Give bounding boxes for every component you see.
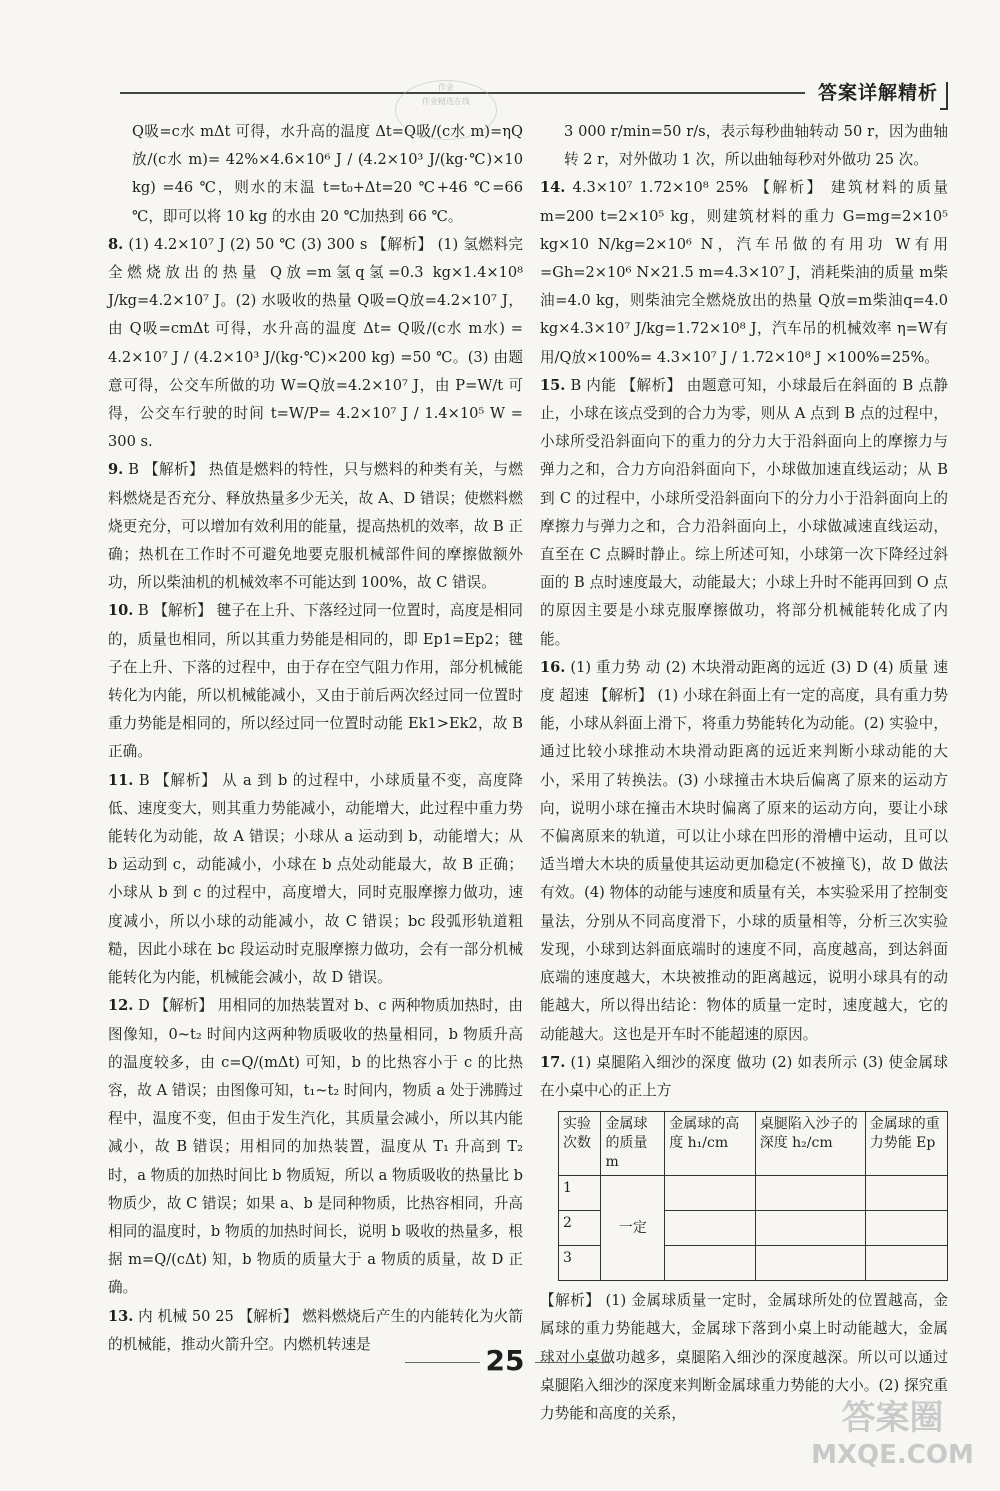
answer-text: B 【解析】 从 a 到 b 的过程中，小球质量不变，高度降低、速度变大，则其重力势能减小，动能增大，此过程中重力势能转化为动能，故 A 错误；小球从 a 运动到 b，动能增大；从 b 运动到 c，动能减小，小球在 b 点处动能最大，故 B 正确；小球从 b 到 c 的过程中，高度增大，同时克服摩擦力做功，速度减小，所以小球的动能减小，故 C 错误；bc 段弧形轨道粗糙，因此小球在 bc 段运动时克服摩擦力做功，会有一部分机械能转化为内能，机械能会减小，故 D 错误。 — [108, 771, 523, 987]
answer-item-8 — [108, 231, 523, 457]
table-cell: 3 — [559, 1246, 601, 1281]
stamp-line-1: 作业 — [438, 83, 454, 92]
header-bracket — [940, 82, 948, 110]
table-header-row — [559, 1112, 948, 1176]
table-cell — [755, 1211, 865, 1246]
header-title: 答案详解精析 — [817, 82, 938, 104]
table-header: 金属球的高度 h₁/cm — [665, 1112, 756, 1176]
answer-continuation-right — [540, 118, 948, 174]
table-cell-mass: 一定 — [601, 1176, 665, 1281]
left-column — [108, 118, 523, 1359]
page-header — [120, 78, 950, 108]
answer-number: 16. — [540, 658, 566, 676]
table-cell — [665, 1211, 756, 1246]
table-cell — [865, 1176, 947, 1211]
answer-number: 9. — [108, 461, 124, 479]
stamp-line-2: 作业精选在线 — [422, 97, 470, 106]
answer-number: 13. — [108, 1307, 134, 1325]
answer-text: (1) 重力势 动 (2) 木块滑动距离的远近 (3) D (4) 质量 速度 超速 【解析】 (1) 小球在斜面上有一定的高度，具有重力势能，小球从斜面上滑下，将重力势能转化为动能。(2) 实验中，通过比较小球推动木块滑动距离的远近来判断小球动能的大小，采用了转换法。(3) 小球撞击木块后偏离了原来的运动方向，说明小球在撞击木块时偏离了原来的运动方向，要让小球不偏离原来的轨道，可以让小球在凹形的滑槽中运动，且可以适当增大木块的质量使其运动更加稳定(不被撞飞)，故 D 做法有效。(4) 物体的动能与速度和质量有关，本实验采用了控制变量法，分别从不同高度滑下，小球的质量相等，分析三次实验发现，小球到达斜面底端时的速度不同，高度越高，到达斜面底端的速度越大，木块被推动的距离越远，说明小球具有的动能越大，所以得出结论：物体的质量一定时，速度越大，它的动能越大。这也是开车时不能超速的原因。 — [540, 658, 948, 1043]
table-header: 实验次数 — [559, 1112, 601, 1176]
table-header: 金属球的重力势能 Ep — [865, 1112, 947, 1176]
answer-text: Q吸=c水 mΔt 可得，水升高的温度 Δt=Q吸/(c水 m)=ηQ放/(c水 m)= 42%×4.6×10⁶ J / (4.2×10³ J/(kg·℃)×10 kg) =46 ℃，则水的末温 t=t₀+Δt=20 ℃+46 ℃=66 ℃，即可以将 10 kg 的水由 20 ℃加热到 66 ℃。 — [132, 123, 523, 225]
table-cell — [665, 1246, 756, 1281]
answer-number: 10. — [108, 602, 134, 620]
answer-continuation-left — [108, 118, 523, 231]
footer-rule-left — [405, 1362, 480, 1363]
answer-number: 15. — [540, 376, 566, 394]
answer-item-12 — [108, 992, 523, 1302]
answer-text: 4.3×10⁷ 1.72×10⁸ 25% 【解析】 建筑材料的质量 m=200 t=2×10⁵ kg，则建筑材料的重力 G=mg=2×10⁵ kg×10 N/kg=2×10⁶ N，汽车吊做的有用功 W有用=Gh=2×10⁶ N×21.5 m=4.3×10⁷ J，消耗柴油的质量 m柴油=4.0 kg，则柴油完全燃烧放出的热量 Q放=m柴油q=4.0 kg×4.3×10⁷ J/kg=1.72×10⁸ J，汽车吊的机械效率 η=W有用/Q放×100%= 4.3×10⁷ J / 1.72×10⁸ J ×100%=25%。 — [540, 179, 948, 366]
table-cell — [755, 1176, 865, 1211]
page-footer — [0, 1342, 1000, 1382]
answer-text: 【解析】 (1) 金属球质量一定时，金属球所处的位置越高，金属球的重力势能越大，金属球下落到小桌上时动能越大，金属球对小桌做功越多，桌腿陷入细沙的深度越深。所以可以通过桌腿陷入细沙的深度来判断金属球重力势能的大小。(2) 探究重力势能和高度的关系， — [540, 1292, 948, 1422]
table-cell: 1 — [559, 1176, 601, 1211]
answer-number: 8. — [108, 235, 124, 253]
table-cell — [665, 1176, 756, 1211]
answer-number: 14. — [540, 179, 566, 197]
answer-item-17 — [540, 1049, 948, 1105]
answer-text: D 【解析】 用相同的加热装置对 b、c 两种物质加热时，由图像知，0~t₂ 时间内这两种物质吸收的热量相同，b 物质升高的温度较多，由 c=Q/(mΔt) 可知，b 的比热容小于 c 的比热容，故 A 错误；由图像可知，t₁~t₂ 时间内，物质 a 处于沸腾过程中，温度不变，但由于发生汽化，其质量会减小，所以其内能减小，故 B 错误；用相同的加热装置，温度从 T₁ 升高到 T₂ 时，a 物质的加热时间比 b 物质短，所以 a 物质吸收的热量比 b 物质少，故 C 错误；如果 a、b 是同种物质，比热容相同，升高相同的温度时，b 物质的加热时间长，说明 b 吸收的热量多，根据 m=Q/(cΔt) 知，b 物质的质量大于 a 物质的质量，故 D 正确。 — [108, 997, 524, 1297]
answer-item-15 — [540, 372, 948, 654]
watermark-line-1: 答案圈 — [841, 1398, 944, 1438]
answer-number: 12. — [108, 997, 134, 1015]
answer-text: (1) 4.2×10⁷ J (2) 50 ℃ (3) 300 s 【解析】 (1) 氢燃料完全燃烧放出的热量 Q放=m氢q氢=0.3 kg×1.4×10⁸ J/kg=4.2×10⁷ J。(2) 水吸收的热量 Q吸=Q放=4.2×10⁷ J，由 Q吸=cmΔt 可得，水升高的温度 Δt= Q吸/(c水 m水) = 4.2×10⁷ J / (4.2×10³ J/(kg·℃)×200 kg) =50 ℃。(3) 由题意可得，公交车所做的功 W=Q放=4.2×10⁷ J，由 P=W/t 可得，公交车行驶的时间 t=W/P= 4.2×10⁷ J / 1.4×10⁵ W = 300 s. — [108, 235, 523, 451]
answer-item-11 — [108, 767, 523, 993]
answer-number: 11. — [108, 771, 134, 789]
answer-text: 内 机械 50 25 【解析】 燃料燃烧后产生的内能转化为火箭的机械能，推动火箭升空。内燃机转速是 — [108, 1307, 524, 1353]
answer-text: B 内能 【解析】 由题意可知，小球最后在斜面的 B 点静止，小球在该点受到的合力为零，则从 A 点到 B 点的过程中，小球所受沿斜面向下的重力的分力大于沿斜面向上的摩擦力与弹力之和，合力方向沿斜面向下，小球做加速直线运动；从 B 到 C 的过程中，小球所受沿斜面向下的分力小于沿斜面向上的摩擦力与弹力之和，合力沿斜面向上，小球做减速直线运动，直至在 C 点瞬时静止。综上所述可知，小球第一次下降经过斜面的 B 点时速度最大，动能最大；小球上升时不能再回到 O 点的原因主要是小球克服摩擦做功，将部分机械能转化成了内能。 — [540, 376, 948, 648]
answer-text: 3 000 r/min=50 r/s，表示每秒曲轴转动 50 r，因为曲轴转 2 r，对外做功 1 次，所以曲轴每秒对外做功 25 次。 — [564, 123, 948, 169]
answer-text: B 【解析】 热值是燃料的特性，只与燃料的种类有关，与燃料燃烧是否充分、释放热量多少无关，故 A、D 错误；使燃料燃烧更充分，可以增加有效利用的能量，提高热机的效率，故 B 正确；热机在工作时不可避免地要克服机械部件间的摩擦做额外功，所以柴油机的机械效率不可能达到 100%，故 C 错误。 — [108, 461, 523, 592]
table-cell — [865, 1211, 947, 1246]
answer-item-9 — [108, 456, 523, 597]
answer-item-14 — [540, 174, 948, 371]
answer-text: B 【解析】 毽子在上升、下落经过同一位置时，高度是相同的，质量也相同，所以其重力势能是相同的，即 Ep1=Ep2；毽子在上升、下落的过程中，由于存在空气阻力作用，部分机械能转化为内能，所以机械能减小，又由于前后两次经过同一位置时重力势能是相同的，所以经过同一位置时动能 Ek1>Ek2，故 B 正确。 — [108, 602, 524, 761]
answer-item-16 — [540, 654, 948, 1049]
watermark-logo — [800, 1395, 985, 1469]
table-cell: 2 — [559, 1211, 601, 1246]
experiment-table — [558, 1111, 948, 1281]
table-header: 金属球的质量 m — [601, 1112, 665, 1176]
table-header: 桌腿陷入沙子的深度 h₂/cm — [755, 1112, 865, 1176]
answer-number: 17. — [540, 1053, 566, 1071]
answer-text: (1) 桌腿陷入细沙的深度 做功 (2) 如表所示 (3) 使金属球在小桌中心的正上方 — [540, 1053, 948, 1099]
footer-rule-right — [535, 1362, 610, 1363]
answer-item-10 — [108, 597, 523, 766]
page-number: 25 — [485, 1344, 525, 1377]
right-column — [540, 118, 948, 1428]
table-row — [559, 1176, 948, 1211]
watermark-line-2: MXQE.COM — [811, 1440, 974, 1470]
table-cell — [755, 1246, 865, 1281]
table-cell — [865, 1246, 947, 1281]
